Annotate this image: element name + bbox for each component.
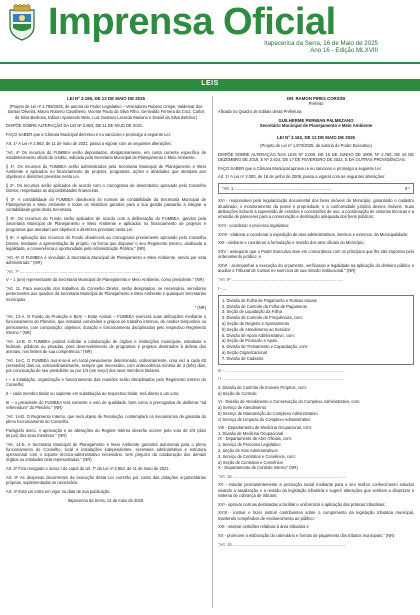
item-text: I - ... <box>218 286 227 291</box>
signatory-role: Secretário Municipal de Planejamento e Meio Ambiente <box>259 123 373 129</box>
list-item: 1. Divisão de Medicina Ocupacional <box>218 430 284 436</box>
list-item: a) Seção Organizacional <box>222 349 267 355</box>
article-text: "Art. 14-C. O FUMBEA reunir-se-á em local previamente determinado, ordinariamente, uma vez a cada 60 (sessenta) dias ou, extraordinariamente, sempre que necessário, com antecedência mínima de 3 (três) dias, por convocação de seu presidente ou por 1/3 (um terço) dos seus membros titulares. <box>6 357 206 374</box>
list-item: 2. Divisão de Controle da Folha de Pagamento <box>222 303 308 309</box>
section-title: LEIS <box>201 80 219 87</box>
law-project-note: (Projeto de Lei nº 1.973/2025, de autoria do Poder Executivo) <box>260 142 372 148</box>
item-text: II – cada membro titular ou suplente em substituição ao respectivo titular, terá direito a um voto; <box>6 391 180 397</box>
item-text: XX - promover a elaboração do calendário e formas de pagamento dos tributos municipais." (NR) <box>218 533 395 539</box>
nr-marker: " (NR) <box>194 305 206 311</box>
item-text: XXV - assegurar que o Poder Executivo atue em consonância com os princípios que lhe são impostos pelo ordenamento jurídico; e <box>218 249 414 260</box>
article-text: "Art. 6º O FUMBEA é vinculado à Secretaria Municipal de Planejamento e Meio Ambiente, sendo por esta administrado." (NR) <box>6 254 206 265</box>
item-text: XVII - coordenar o processo legislativo; <box>218 222 290 228</box>
list-item: 2. Seção de Atos Administrativos <box>218 447 278 453</box>
signatory-name: GUILHERME PERMIAN PALMEZANO <box>278 118 354 124</box>
list-item: a) Seção de Registro e Apontamento <box>222 320 290 326</box>
article-text: Art. 4º Esta Lei entra em vigor na data de sua publicação. <box>6 489 111 495</box>
signatory-name: DR. RAMON PIRES CORSINI <box>286 96 345 101</box>
paragraph-text: § 2º. Os recursos serão aplicados de acordo com o cronograma de desembolso aprovado pelo Conselho Diretor, respeitadas as disponibilidades financeiras. <box>6 183 206 194</box>
list-item: a) Seção de Protocolo e Apoio <box>222 338 278 344</box>
item-text: XVI - aprovar normas destinadas a facilitar e uniformizar a aplicação das práticas tributárias; <box>218 501 386 507</box>
section-header-leis <box>0 79 420 91</box>
item-text: Parágrafo único. A aprovação e as alterações do Regime Interno deverão ocorrer pelo voto de 2/3 (dois terços) dos seus membros." (NR) <box>6 427 206 439</box>
issue-date: Itapecerica da Serra, 16 de Maio de 2025 <box>264 40 378 47</box>
paragraph-text: § 1º. Os recursos do FUMBEA serão administrados pela Secretaria Municipal de Planejamento e Meio Ambiente e aplicados no financiamento de projetos, programas, ações e atividades que atendam aos objetivos e diretrizes previstas nesta Lei. <box>6 163 206 180</box>
paragraph-text: § 3º. A contabilidade do FUMBEA obedecerá às normas de contabilidade da Secretaria Municipal de Planejamento e Meio Ambiente e todos os relatórios gerados para a sua gestão passarão a integrar a contabilidade geral desta Secretaria. <box>6 197 206 213</box>
article-text: Art. 1º A Lei nº 2.863, de 11 de maio de 2021, passa a vigorar com as seguintes alterações: <box>6 141 172 146</box>
list-item: 7. Divisão de Cadastro <box>222 355 264 361</box>
article-text: Art. 1º A Lei nº 2.000, de 16 de junho de 2009, passa a vigorar com as seguintes alterações: <box>218 174 386 180</box>
article-text: Art. 3º As despesas decorrentes da execução desta Lei correrão por conta das dotações orçamentárias próprias, suplementadas se necessário. <box>6 475 206 486</box>
signature-block <box>218 96 414 106</box>
article-text: "Art. 14-B. O FUMBEA poderá solicitar a colaboração de órgãos e instituições municipais, estaduais e federais, públicas ou privadas, para desenvolvimento de programas e projetos destinados à defesa dos animais, nos limites de sua competência." (NR) <box>6 338 206 355</box>
article-ref: "Art. 1 ..................................................................................... <box>222 186 332 192</box>
article-text: "Art. 19. ................................................................................................... <box>218 541 347 547</box>
list-item: IX - Departamento de Atos Oficiais, com: <box>218 436 292 442</box>
item-text: XVIII - instruir e fazer instruir contribuintes sobre o cumprimento da legislação tributária municipal, mantendo compêndios de esclarecimento ao público; <box>218 510 414 521</box>
municipal-crest-icon <box>6 4 38 42</box>
list-item: a) Serviço de Atendimento <box>218 404 267 410</box>
article-text: "Art. 18. ................................................................................................... <box>218 473 347 479</box>
dotted-line: III - ......................................................................................................... <box>218 367 345 373</box>
place-date: Itapecerica da Serra, 13 de maio de 2025. <box>67 497 145 503</box>
article-text: "Art. 14-A. O Fundo de Proteção e Bem – Estar Animal – FUMBEA exercerá suas atribuições mediante o funcionamento do Plenário, que instalará comissões e grupos de trabalho internos, de caráter temporário ou permanente, com composição, objetivos, duração e funcionamento disciplinados pelo respectivo Regimento Interno." (NR) <box>6 314 206 335</box>
amendment-box <box>218 183 414 194</box>
item-text: III – o presidente do FUMBEA terá somente o voto de qualidade, bem como a prerrogativa de deliberar "ad referendum" do Plenário." (NR) <box>6 399 206 411</box>
law-intro: FAÇO SABER que a Câmara Municipal decretou e eu sanciono e promulgo a seguinte Lei: <box>6 132 171 138</box>
item-text: I – a instalação, organização e funcionamento das reuniões serão disciplinados pelo Regimento Interno do Conselho; <box>6 377 206 388</box>
list-item: 1. Divisão de Folha de Pagamento e Rotinas Anuais <box>222 297 317 303</box>
article-text: "Art. 4º Os recursos do FUMBEA serão depositados, obrigatoriamente, em conta corrente específica de estabelecimento oficial de crédito, indicada pela Secretaria Municipal de Planejamento e Meio Ambiente. <box>6 149 206 160</box>
law-intro: FAÇO SABER que a Câmara Municipal aprovou e eu sanciono e promulgo a seguinte Lei: <box>218 165 382 171</box>
list-item: a) Seção de Controle <box>218 390 257 396</box>
list-item: 6. Divisão de Treinamento e Capacitação, com: <box>222 344 309 350</box>
right-column <box>218 96 414 551</box>
affixed-note: Afixada no Quadro de Editais desta Prefeitura. <box>218 109 303 115</box>
issue-edition: Ano 16 - Edição MLXVIII <box>310 47 378 54</box>
signature-block <box>218 118 414 128</box>
item-text: XXVI - acompanhar a execução do orçamento, verificando a legalidade na aplicação do dinheiro público e auxiliar o Tribunal de Contas no exercício de sua missão institucional." (NR) <box>218 263 414 274</box>
law-project-note: (Projeto de Lei nº 1.789/2025, de autoria do Poder Legislativo – Vereadores Rubens Crispe, Valdemar dos Santos Oliveira, Mauro Roberto Cavalheiro, Vicente Paulo da Silva Filho, Genivaldo Ferreira da Cruz, Carlos da Silva Barbosa, Edison Aparecido Melo, Luiz Gustavo Lacerda Mariano e Daniel da Silva Belchior) <box>7 104 205 120</box>
item-text: XVI - responsável pela regularização documental dos bens imóveis do Município, garantindo o cadastro atualizado, o monitoramento da posse e propriedade, e a conformidade jurídica desses imóveis. Suas atribuições incluem a supervisão de cessões e concessões de uso, a coordenação de vistorias técnicas e a emissão de pareceres para a conservação e destinação adequada dos bens públicos; <box>218 198 414 220</box>
list-item: VI - Divisão de Atendimento e Conservação do Complexo Administrativo, com: <box>218 399 361 405</box>
law-heading: LEI Nº 3.162, DE 12 DE MAIO DE 2025 <box>277 134 355 140</box>
structure-list <box>218 385 414 396</box>
newspaper-title: Imprensa Oficial <box>48 1 336 43</box>
law-ementa: DISPÕE SOBRE ALTERAÇÃO DA LEI Nº 2.863, DE 11 DE MAIO DE 2021. <box>6 123 144 129</box>
list-item: c) Serviço de Limpeza do Complexo Administrativo <box>218 416 311 422</box>
article-text: "Art. 11. Para execução dos trabalhos do Conselho Diretor, serão designados, se necessário, servidores pertencentes aos quadros da Secretaria Municipal de Planejamento e Meio Ambiente e quaisquer Secretarias municipais. <box>6 286 206 302</box>
masthead-rule <box>0 62 420 64</box>
article-text: "Art. 7º ........................................................................................................... <box>6 268 142 274</box>
paragraph-text: § 6º. A aplicação dos recursos do Fundo obedecerá ao cronograma previamente aprovado pelo Conselho Diretor, mediante a apresentação de projeto, na forma que dispuser o seu Regimento Interno, analisada a legalidade, a conveniência e oportunidade pela Administração Pública." (NR) <box>6 235 206 251</box>
list-item: 1. Serviço de Processo Legislativo <box>218 442 281 448</box>
item-text: XIX - assinar certidões relativas à área tributária e <box>218 524 309 530</box>
list-item: 3. Serviço de Contratos e Convênios, com: <box>218 453 296 459</box>
list-item: VIII - Departamento de Medicina Ocupacional, com: <box>218 424 312 430</box>
column-divider <box>212 96 213 608</box>
article-ref-suffix: 8 º <box>405 186 410 192</box>
list-item: X - Departamento de Controle Interno" (NR) <box>218 465 298 471</box>
article-text: Art. 2º Fica revogado o inciso I do caput do art. 7º da Lei nº 2.863, de 11 de maio de 2021. <box>6 466 170 472</box>
item-text: XV - estudar permanentemente a promoção social mediante para o seu melhor conhecimento estudos visando a atualização e a revisão da legislação tributária e sugerir alterações que venham a dinamizar o sistema de cobrança de tributos; <box>218 482 414 498</box>
signatory-role: Prefeito <box>308 101 324 107</box>
dotted-line: I I ........................................................................................................... <box>218 376 345 382</box>
list-item: 3. Divisão de Controle de Frequências, com: <box>222 315 303 321</box>
list-item: b) Seção de Atendimento ao Servidor <box>222 326 291 332</box>
structure-list <box>218 425 414 471</box>
structure-list <box>218 295 414 365</box>
law-ementa: DISPÕE SOBRE ALTERAÇÃO NAS LEIS Nº 2.000, DE 16 DE JUNHO DE 2009, Nº 2.760, DE 16 DE DEZEMBRO DE 2019, E Nº 2.924, DE 17 DE FEVEREIRO DE 2022, E DÁ OUTRAS PROVIDÊNCIAS. <box>218 151 414 162</box>
masthead <box>0 0 420 72</box>
list-item: 4. Divisão de Controle de Imóveis Próprios, com: <box>218 385 307 391</box>
law-heading: LEI Nº 3.196, DE 13 DE MAIO DE 2025 <box>67 96 145 101</box>
article-text: "Art. 14-E. A Secretaria Municipal de Planejamento e Meio Ambiente garantirá autonomia para o pleno funcionamento do Conselho, local e instalações independentes, secretaria administrativa e estrutura operacional com o suporte técnico-administrativo necessário, sem prejuízo da colaboração dos demais órgãos ou entidades nela representados." (NR) <box>6 441 206 463</box>
list-item: 5. Divisão de Apoio Administrativo, com: <box>222 332 295 338</box>
list-item: a) Seção de Contratos e Convênios <box>218 459 283 465</box>
article-text: "Art. 9º .................................................................................................. <box>218 277 344 283</box>
list-item: b) Serviço de Manutenção do Complexo Administrativo <box>218 410 318 416</box>
item-text: XIX - elaborar e coordenar a formulação e revisão dos atos oficiais do Município; <box>218 240 365 246</box>
list-item: 3. Seção de Liquidação da Folha <box>222 309 282 315</box>
paragraph-text: § 5º. Os recursos do Fundo serão aplicados de acordo com a deliberação do FUMBEA, geridos pela Secretaria Municipal de Planejamento e Meio Ambiente e aplicados no financiamento de projetos e programas que atendam aos objetivos e diretrizes previstas nesta Lei. <box>6 216 206 232</box>
article-text: V – 1 (um) representante da Secretaria Municipal de Planejamento e Meio Ambiente, como presidente." (NR) <box>6 277 204 283</box>
structure-list <box>218 399 414 422</box>
article-text: "Art. 14-D. O Regimento Interno, que será objeto de Resolução, contemplará os mecanismos de garantia do pleno funcionamento do Conselho. <box>6 413 206 425</box>
item-text: XVIII - elaborar e coordenar a expedição de atos administrativos, internos e externos, da Municipalidade; <box>218 231 409 237</box>
left-column <box>6 96 206 507</box>
